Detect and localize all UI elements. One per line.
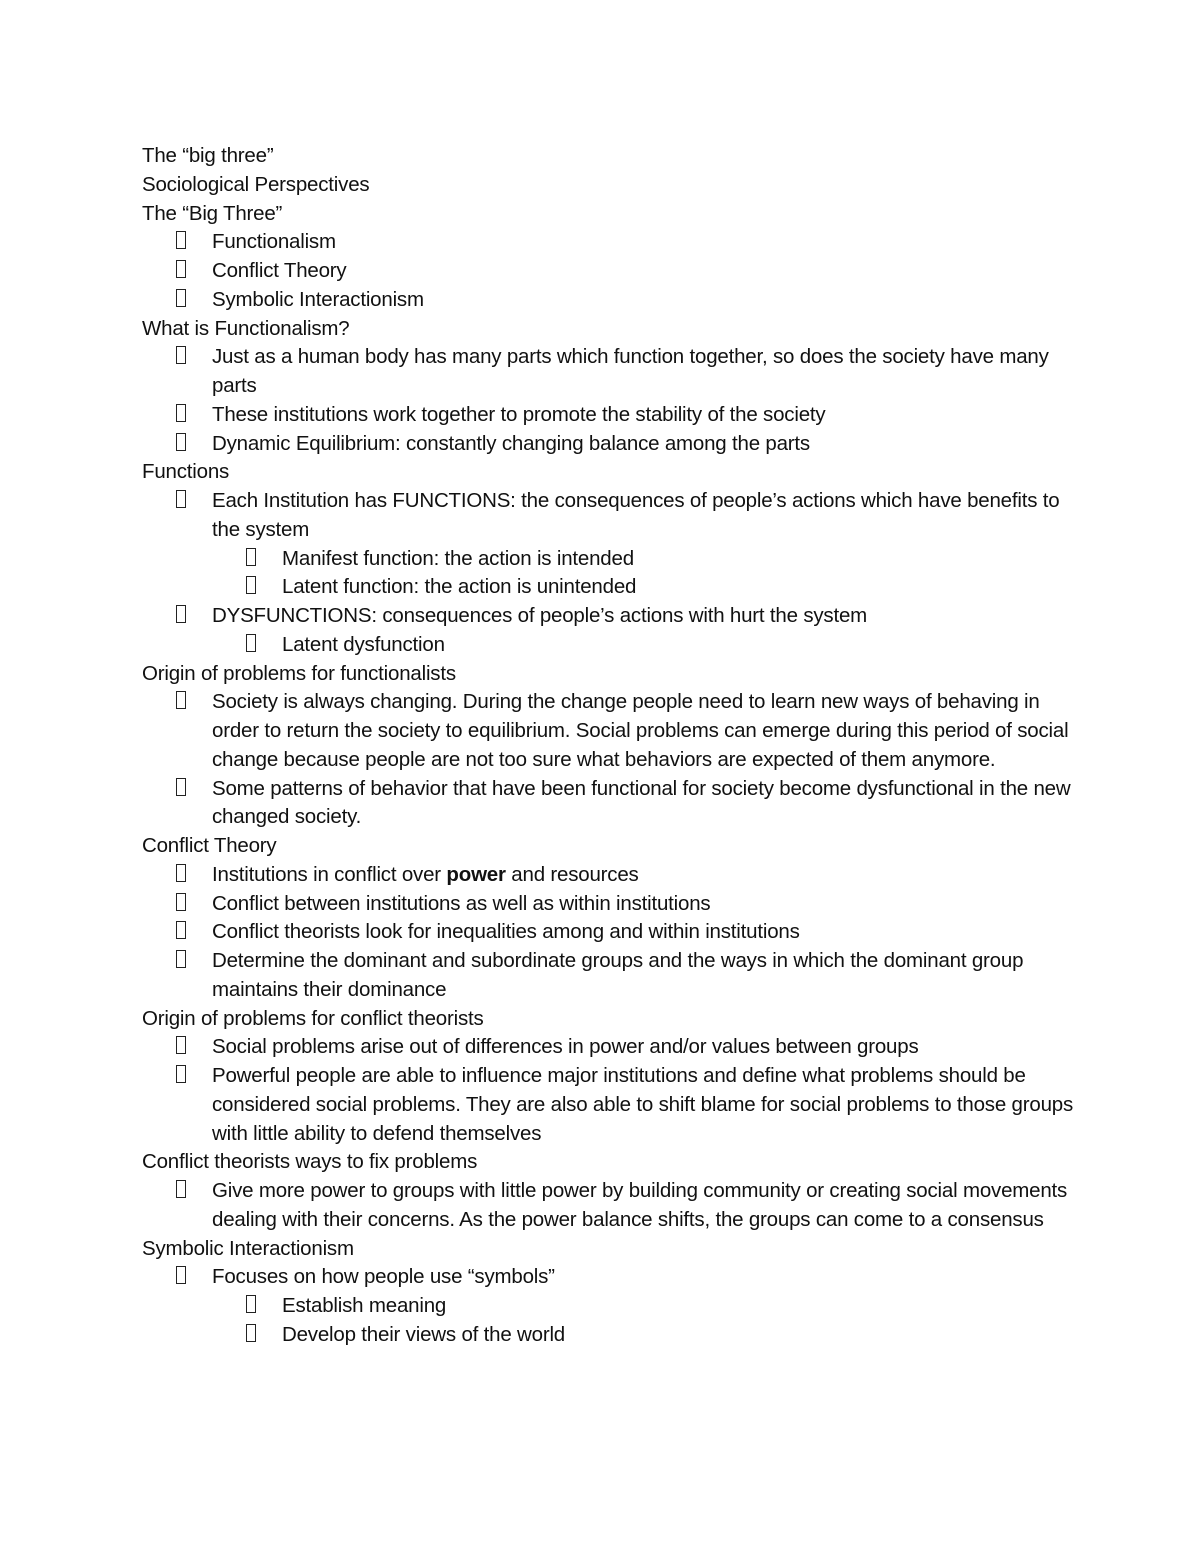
section-heading: Symbolic Interactionism: [142, 1236, 354, 1260]
list-item: [142, 1263, 1082, 1292]
list-item: [142, 257, 1082, 286]
list-item-text: Develop their views of the world: [282, 1322, 566, 1346]
list-item-text: Functionalism: [212, 230, 336, 254]
square-bullet-icon: [176, 401, 196, 430]
document-body: [142, 171, 1082, 1350]
list-item-text: Latent function: the action is unintended: [282, 575, 637, 599]
list-item-text: Give more power to groups with little power by building community or creating social movements dealing with their concerns. As the power balance shifts, the groups can come to a consensus: [212, 1179, 1068, 1231]
list-item: [142, 1062, 1082, 1148]
square-bullet-icon: [246, 545, 266, 574]
list-item-text: These institutions work together to promote the stability of the society: [212, 402, 826, 426]
square-bullet-icon: [176, 228, 196, 257]
section-heading: Origin of problems for conflict theorists: [142, 1006, 484, 1030]
square-bullet-icon: [176, 775, 196, 804]
section-heading: Conflict Theory: [142, 834, 277, 857]
square-bullet-icon: [176, 257, 196, 286]
sub-list-item: [142, 631, 1082, 660]
sub-list-item: [142, 1321, 1082, 1350]
square-bullet-icon: [176, 890, 196, 919]
list-item-text: Powerful people are able to influence major institutions and define what problems should be considered social problems. They are also able to shift blame for social problems to those groups with little ability to defend themselves: [212, 1064, 1074, 1145]
square-bullet-icon: [246, 631, 266, 660]
square-bullet-icon: [176, 343, 196, 372]
list-item-text: and resources: [505, 862, 639, 886]
square-bullet-icon: [246, 1321, 266, 1350]
list-item: [142, 602, 1082, 631]
list-item-text: Conflict between institutions as well as within institutions: [212, 891, 711, 915]
square-bullet-icon: [176, 918, 196, 947]
list-item-text: Determine the dominant and subordinate groups and the ways in which the dominant group maintains their dominance: [212, 949, 1024, 1001]
list-item: [142, 430, 1082, 459]
list-item-text: Latent dysfunction: [282, 632, 445, 656]
section-heading: Origin of problems for functionalists: [142, 661, 456, 685]
square-bullet-icon: [176, 1033, 196, 1062]
list-item-bold-text: power: [446, 862, 506, 886]
list-item-text: Dynamic Equilibrium: constantly changing balance among the parts: [212, 431, 810, 455]
list-item-text: Establish meaning: [282, 1294, 447, 1317]
list-item-text: Conflict Theory: [212, 259, 347, 282]
list-item-text: Institutions in conflict over: [212, 862, 447, 886]
list-item: [142, 487, 1082, 545]
square-bullet-icon: [176, 861, 196, 890]
list-item: [142, 918, 1082, 947]
square-bullet-icon: [176, 1177, 196, 1206]
list-item-text: DYSFUNCTIONS: consequences of people’s actions with hurt the system: [212, 604, 868, 627]
section-heading: Functions: [142, 460, 230, 484]
list-item: [142, 861, 1082, 890]
square-bullet-icon: [176, 1062, 196, 1091]
section-heading: The “Big Three”: [142, 201, 283, 225]
list-item-text: Society is always changing. During the change people need to learn new ways of behaving in order to return the society to equilibrium. Social problems can emerge during this period of social change because people are not too sure what behaviors are expected of them anymore.: [212, 690, 1069, 771]
document-title: The “big three”: [142, 144, 274, 167]
square-bullet-icon: [176, 947, 196, 976]
square-bullet-icon: [176, 286, 196, 315]
square-bullet-icon: [176, 602, 196, 631]
list-item: [142, 688, 1082, 774]
sub-list-item: [142, 545, 1082, 574]
list-item: [142, 890, 1082, 919]
section-heading: Sociological Perspectives: [142, 172, 370, 196]
square-bullet-icon: [176, 1263, 196, 1292]
list-item-text: Some patterns of behavior that have been functional for society become dysfunctional in the new changed society.: [212, 776, 1071, 829]
list-item-text: Each Institution has FUNCTIONS: the consequences of people’s actions which have benefits to the system: [212, 489, 1060, 541]
list-item-text: Focuses on how people use “symbols”: [212, 1265, 555, 1289]
square-bullet-icon: [176, 430, 196, 459]
section-heading: Conflict theorists ways to fix problems: [142, 1150, 478, 1174]
list-item: [142, 775, 1082, 833]
square-bullet-icon: [176, 487, 196, 516]
list-item: [142, 228, 1082, 257]
list-item-text: Manifest function: the action is intended: [282, 546, 634, 570]
section-heading: What is Functionalism?: [142, 316, 350, 340]
list-item-text: Social problems arise out of differences in power and/or values between groups: [212, 1035, 919, 1059]
list-item: [142, 947, 1082, 1005]
sub-list-item: [142, 573, 1082, 602]
list-item-text: Conflict theorists look for inequalities among and within institutions: [212, 920, 800, 944]
list-item: [142, 401, 1082, 430]
list-item-text: Symbolic Interactionism: [212, 287, 424, 311]
document-page: [142, 142, 1082, 1350]
square-bullet-icon: [246, 573, 266, 602]
list-item: [142, 1177, 1082, 1235]
list-item: [142, 343, 1082, 401]
list-item: [142, 1033, 1082, 1062]
square-bullet-icon: [246, 1292, 266, 1321]
list-item: [142, 286, 1082, 315]
square-bullet-icon: [176, 688, 196, 717]
list-item-text: Just as a human body has many parts which function together, so does the society have many parts: [212, 345, 1049, 397]
sub-list-item: [142, 1292, 1082, 1321]
